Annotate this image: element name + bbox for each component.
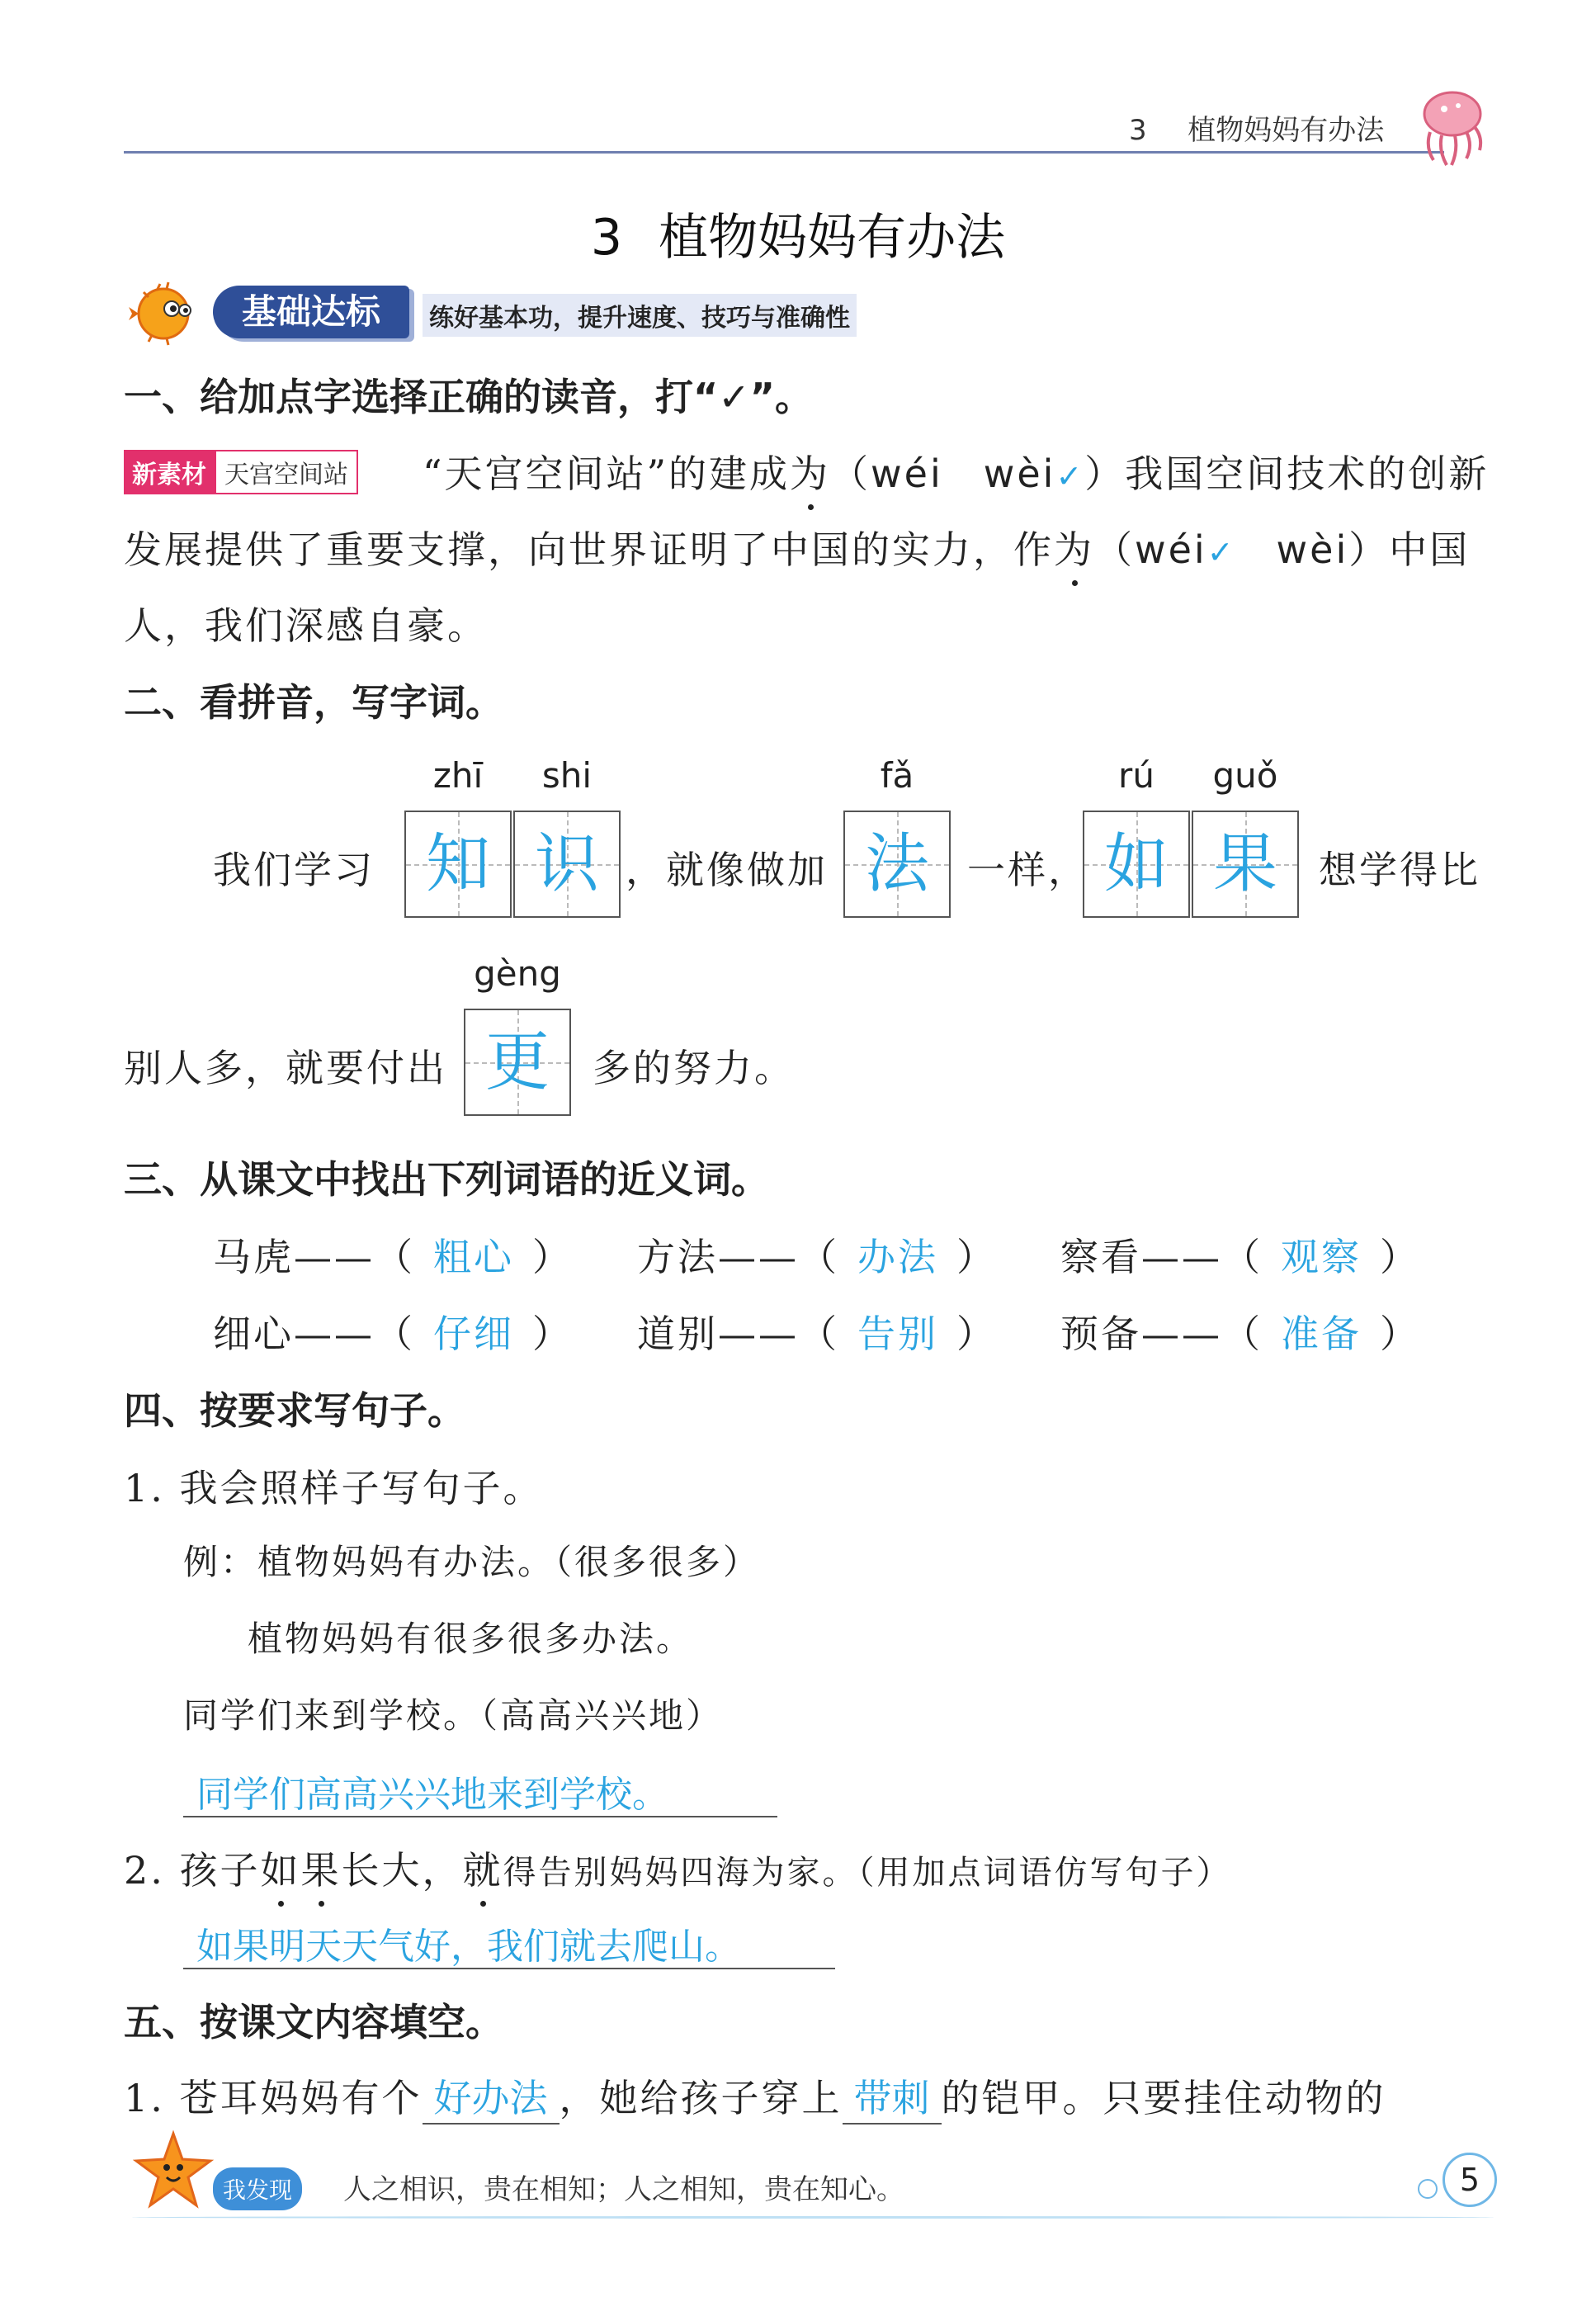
q1-heading: 一、给加点字选择正确的读音，打“✓”。 — [124, 375, 814, 419]
tag-label: 新素材 — [124, 450, 215, 494]
q4-sub-1: 1. 我会照样子写句子。 — [124, 1466, 544, 1510]
q1-line-1: “天宫空间站”的建成为（wéi wèi✓）我国空间技术的创新 — [423, 444, 1489, 499]
q2-heading: 二、看拼音，写字词。 — [124, 680, 503, 725]
pinyin-5: guǒ — [1212, 755, 1278, 796]
example-1: 例：植物妈妈有办法。（很多很多） — [183, 1542, 761, 1582]
fill-answer-2: 带刺 — [843, 2068, 942, 2125]
footer-quote: 人之相识，贵在相知；人之相知，贵在知心。 — [343, 2173, 904, 2206]
header-chapter-title: 植物妈妈有办法 — [1188, 114, 1385, 147]
fill-answer-1: 好办法 — [423, 2068, 560, 2125]
pinyin-1: zhī — [432, 755, 484, 796]
answer-1: 同学们高高兴兴地来到学校。 — [196, 1774, 668, 1816]
q2-text-3: 一样， — [967, 848, 1088, 892]
pinyin-2: shi — [541, 755, 593, 796]
synonym-item-1: 马虎——（ 粗心 ） — [213, 1235, 573, 1279]
q4-heading: 四、按要求写句子。 — [124, 1388, 465, 1433]
q2-text-5: 别人多，就要付出 — [124, 1046, 447, 1090]
answer-1-underline — [183, 1816, 777, 1817]
q2-text-6: 多的努力。 — [593, 1046, 795, 1090]
prompt-1: 同学们来到学校。（高高兴兴地） — [183, 1695, 724, 1736]
check-mark: ✓ — [1206, 534, 1236, 570]
running-header — [1129, 107, 1384, 148]
page-title — [0, 198, 1596, 269]
page-number-circle — [1443, 2153, 1497, 2207]
q1-line-3: 人，我们深感自豪。 — [124, 603, 488, 648]
answer-2-underline — [183, 1968, 835, 1969]
char-box-5: 果 — [1192, 811, 1299, 918]
title-num: 3 — [590, 209, 623, 267]
pinyin-3: fǎ — [880, 755, 914, 796]
pinyin-6: gèng — [474, 953, 561, 994]
tag-topic: 天宫空间站 — [215, 450, 358, 494]
char-box-4: 如 — [1083, 811, 1190, 918]
char-box-3: 法 — [843, 811, 951, 918]
char-box-1: 知 — [404, 811, 512, 918]
char-box-6: 更 — [464, 1009, 571, 1116]
footer-curve — [132, 2216, 1494, 2219]
q4-sub-2: 2. 孩子如果长大，就得告别妈妈四海为家。（用加点词语仿写句子） — [124, 1841, 1232, 1895]
synonym-item-2: 方法——（ 办法 ） — [637, 1235, 997, 1279]
q2-text-1: 我们学习 — [213, 848, 375, 892]
q5-heading: 五、按课文内容填空。 — [124, 2000, 503, 2044]
dotted-char: 为 — [1054, 520, 1094, 574]
starfish-icon — [132, 2129, 215, 2212]
synonym-item-5: 道别——（ 告别 ） — [637, 1312, 997, 1356]
new-material-tag — [124, 450, 358, 494]
synonym-item-6: 预备——（ 准备 ） — [1060, 1312, 1420, 1356]
pufferfish-icon — [124, 281, 206, 347]
char-box-2: 识 — [513, 811, 621, 918]
header-rule — [124, 151, 1444, 154]
banner-subtitle: 练好基本功，提升速度、技巧与准确性 — [423, 294, 857, 337]
synonym-item-4: 细心——（ 仔细 ） — [213, 1312, 573, 1356]
q2-text-4: 想学得比 — [1319, 848, 1480, 892]
dotted-char: 为 — [790, 444, 830, 499]
page-number: 5 — [1459, 2162, 1480, 2198]
banner-label: 基础达标 — [241, 291, 380, 332]
pinyin-4: rú — [1118, 755, 1155, 796]
title-text: 植物妈妈有办法 — [659, 209, 1006, 267]
q2-text-2: ，就像做加 — [626, 848, 828, 892]
check-mark: ✓ — [1055, 458, 1085, 494]
footer-badge: 我发现 — [213, 2167, 302, 2210]
banner-label-box — [213, 286, 409, 338]
jellyfish-icon — [1407, 83, 1498, 173]
bubble-small — [1418, 2179, 1438, 2199]
example-2: 植物妈妈有很多很多办法。 — [248, 1619, 694, 1659]
answer-2: 如果明天天气好，我们就去爬山。 — [196, 1926, 741, 1968]
q3-heading: 三、从课文中找出下列词语的近义词。 — [124, 1157, 769, 1202]
synonym-item-3: 察看——（ 观察 ） — [1060, 1235, 1420, 1279]
header-chapter-num: 3 — [1129, 114, 1147, 147]
q5-line-1: 1. 苍耳妈妈有个 好办法 ，她给孩子穿上 带刺 的铠甲。只要挂住动物的 — [124, 2068, 1386, 2125]
q1-line-2: 发展提供了重要支撑，向世界证明了中国的实力，作为（wéi✓ wèi）中国 — [124, 520, 1470, 574]
